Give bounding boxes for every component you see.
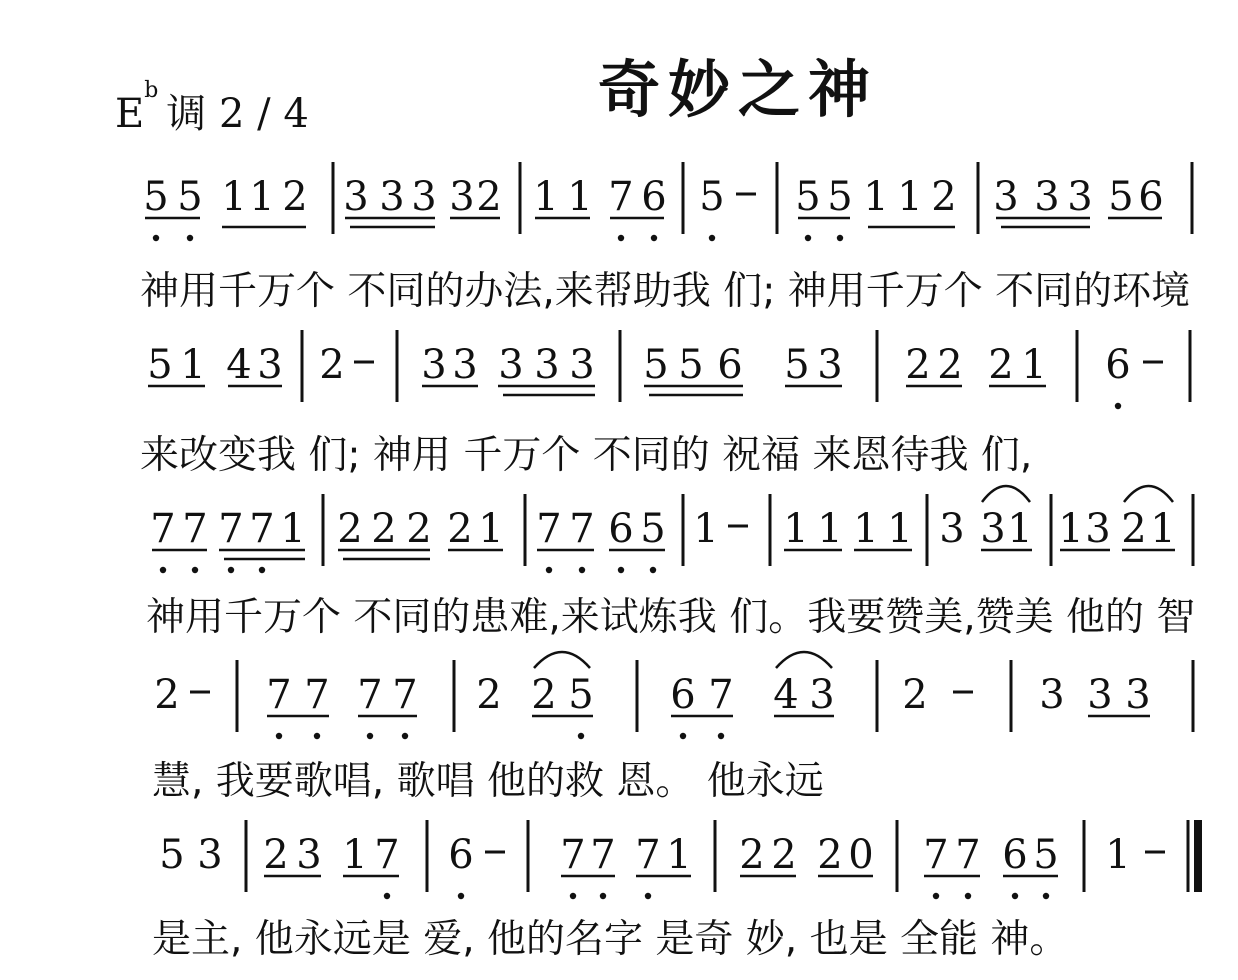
note: 7 [357,672,383,718]
note: 2 [319,342,345,388]
note: 3 [939,506,965,552]
note: 2 [905,342,931,388]
note: 1 [1058,506,1084,552]
low-octave-dot [618,235,624,241]
lyric-line: 是主, 他永远是 爱, 他的名字 是奇 妙, 也是 全能 神。 [152,917,1069,962]
lyric-line: 来改变我 们; 神用 千万个 不同的 祝福 来恩待我 们, [140,433,1033,478]
note: 2 [371,506,397,552]
low-octave-dot [579,567,585,573]
tie-arc [534,652,590,668]
note: 7 [536,506,562,552]
note: 3 [993,174,1019,220]
note: 7 [218,506,244,552]
note: 2 [531,672,557,718]
note: 6 [1105,342,1131,388]
note: 7 [392,672,418,718]
low-octave-dot [192,567,198,573]
note: 7 [182,506,208,552]
note: 5 [699,174,725,220]
note: 3 [257,342,283,388]
song-title: 奇妙之神 [598,53,879,126]
note: 5 [795,174,821,220]
low-octave-dot [651,235,657,241]
note: 7 [923,832,949,878]
low-octave-dot [314,733,320,739]
note: 3 [421,342,447,388]
note: 7 [560,832,586,878]
low-octave-dot [1012,893,1018,899]
note: 5 [640,506,666,552]
note: 2 [771,832,797,878]
low-octave-dot [276,733,282,739]
note: 2 [937,342,963,388]
key-meter: 调 2 / 4 [166,91,309,137]
note: 1 [1150,506,1176,552]
note: 1 [1007,506,1033,552]
note: 0 [848,832,874,878]
note: 1 [863,174,889,220]
low-octave-dot [402,733,408,739]
note: 7 [608,174,634,220]
low-octave-dot [718,733,724,739]
low-octave-dot [384,893,390,899]
note: 2 [476,174,502,220]
low-octave-dot [578,733,584,739]
note: 2 [282,174,308,220]
note: 2 [902,672,928,718]
low-octave-dot [1043,893,1049,899]
note: 5 [678,342,704,388]
note: 2 [337,506,363,552]
low-octave-dot [259,567,265,573]
note: 3 [1067,174,1093,220]
low-octave-dot [933,893,939,899]
note: 2 [154,672,180,718]
note: 7 [266,672,292,718]
note: 2 [1121,506,1147,552]
note: 3 [1034,174,1060,220]
tie-arc [776,652,832,668]
low-octave-dot [153,235,159,241]
note: 7 [955,832,981,878]
note: 6 [448,832,474,878]
note: 5 [1033,832,1059,878]
note: 5 [568,672,594,718]
note: 7 [590,832,616,878]
low-octave-dot [837,235,843,241]
note: 3 [817,342,843,388]
note: 1 [887,506,913,552]
low-octave-dot [965,893,971,899]
note: 3 [980,506,1006,552]
note: 2 [931,174,957,220]
note: 3 [1087,672,1113,718]
key-tonic: E [115,91,145,137]
note: 1 [180,342,206,388]
note: 5 [147,342,173,388]
low-octave-dot [160,567,166,573]
note: 3 [809,672,835,718]
note: 1 [783,506,809,552]
note: 3 [1085,506,1111,552]
note: 1 [897,174,923,220]
note: 5 [1108,174,1134,220]
note: 5 [159,832,185,878]
note: 1 [280,506,306,552]
note: 3 [296,832,322,878]
note: 2 [988,342,1014,388]
low-octave-dot [680,733,686,739]
note: 7 [569,506,595,552]
tie-arc [982,486,1030,502]
note: 1 [1105,832,1131,878]
note: 1 [817,506,843,552]
note: 5 [827,174,853,220]
note: 7 [635,832,661,878]
note: 1 [693,506,719,552]
note: 5 [784,342,810,388]
note: 5 [143,174,169,220]
note: 3 [1125,672,1151,718]
note: 3 [498,342,524,388]
low-octave-dot [458,893,464,899]
note: 5 [177,174,203,220]
lyric-line: 神用千万个 不同的患难,来试炼我 们。我要赞美,赞美 他的 智 [146,595,1196,640]
note: 6 [717,342,743,388]
low-octave-dot [645,893,651,899]
note: 7 [374,832,400,878]
note: 2 [739,832,765,878]
note: 3 [452,342,478,388]
note: 3 [534,342,560,388]
tie-arc [1124,486,1173,502]
note: 2 [406,506,432,552]
note: 4 [226,342,252,388]
note: 7 [304,672,330,718]
note: 6 [1002,832,1028,878]
note: 1 [342,832,368,878]
low-octave-dot [367,733,373,739]
low-octave-dot [805,235,811,241]
note: 1 [249,174,275,220]
low-octave-dot [650,567,656,573]
note: 2 [447,506,473,552]
lyric-line: 慧, 我要歌唱, 歌唱 他的救 恩。 他永远 [152,759,824,804]
note: 4 [773,672,799,718]
low-octave-dot [1115,403,1121,409]
note: 3 [449,174,475,220]
note: 3 [343,174,369,220]
note: 2 [263,832,289,878]
note: 7 [150,506,176,552]
note: 1 [666,832,692,878]
note: 2 [817,832,843,878]
note: 1 [478,506,504,552]
low-octave-dot [228,567,234,573]
low-octave-dot [709,235,715,241]
note: 7 [708,672,734,718]
note: 3 [379,174,405,220]
note: 1 [1021,342,1047,388]
low-octave-dot [600,893,606,899]
note: 1 [853,506,879,552]
note: 3 [197,832,223,878]
note: 1 [533,174,559,220]
low-octave-dot [546,567,552,573]
low-octave-dot [618,567,624,573]
note: 6 [608,506,634,552]
note: 3 [569,342,595,388]
key-accidental: b [144,78,159,103]
note: 6 [670,672,696,718]
note: 3 [1039,672,1065,718]
note: 1 [567,174,593,220]
note: 1 [221,174,247,220]
low-octave-dot [187,235,193,241]
note: 6 [641,174,667,220]
note: 7 [249,506,275,552]
note: 5 [643,342,669,388]
note: 2 [476,672,502,718]
low-octave-dot [570,893,576,899]
note: 6 [1138,174,1164,220]
lyric-line: 神用千万个 不同的办法,来帮助我 们; 神用千万个 不同的环境 [140,269,1191,314]
note: 3 [411,174,437,220]
